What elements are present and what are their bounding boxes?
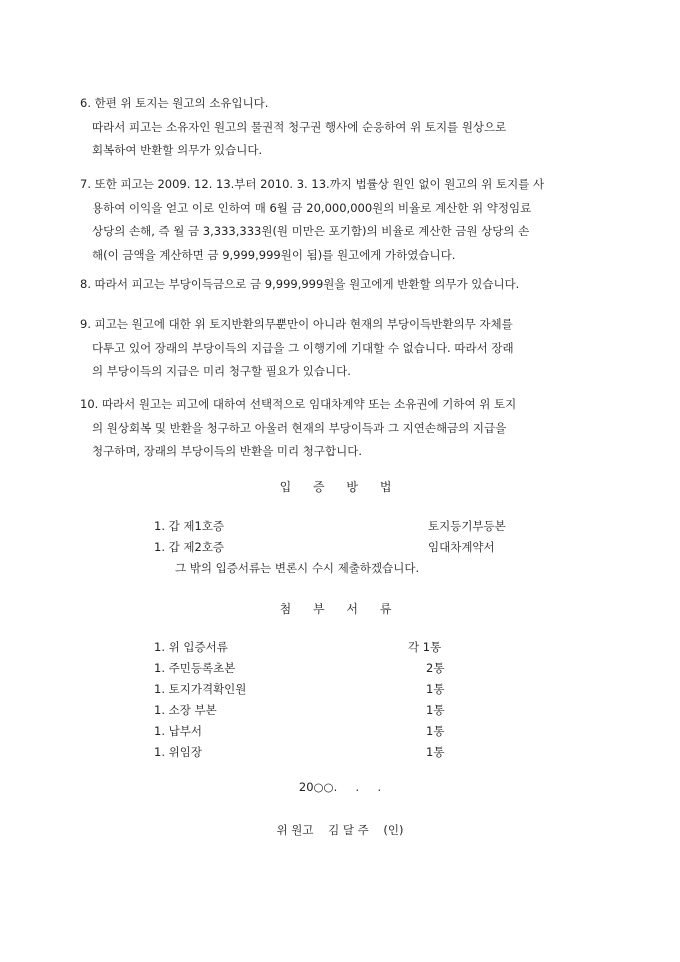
attachment-item [154, 639, 442, 655]
paragraph-line: 회복하여 반환할 의무가 있습니다. [92, 143, 263, 157]
evidence-doc: 임대차계약서 [428, 540, 495, 554]
attachment-item [154, 660, 445, 676]
paragraph-9 [80, 313, 602, 384]
paragraph-line: 의 부당이득의 지급은 미리 청구할 필요가 있습니다. [92, 364, 351, 378]
date-line: 20○○. . . [298, 780, 382, 794]
attachment-count: 2통 [426, 661, 445, 675]
evidence-label: 1. 갑 제1호증 [154, 519, 225, 533]
evidence-item [154, 539, 495, 555]
attachment-count: 1통 [426, 745, 445, 759]
signature-line: 위 원고 김 달 주 (인) [276, 823, 404, 837]
paragraph-line: 해(이 금액을 계산하면 금 9,999,999원이 됨)를 원고에게 가하였습니다. [92, 247, 456, 262]
attachment-label: 1. 위임장 [154, 745, 202, 759]
evidence-heading: 입 증 방 법 [279, 480, 401, 494]
evidence-label: 1. 갑 제2호증 [154, 540, 225, 554]
paragraph-6 [80, 92, 602, 163]
paragraph-line: 용하여 이익을 얻고 이로 인하여 매 6월 금 20,000,000원의 비율로 계산한 위 약정임료 [92, 200, 532, 215]
paragraph-line: 다투고 있어 장래의 부당이득의 지급을 그 이행기에 기대할 수 없습니다. 따라서 장래 [92, 340, 514, 355]
attachment-item [154, 744, 445, 760]
paragraph-line: 상당의 손해, 즉 월 금 3,333,333원(원 미만은 포기함)의 비율로 계산한 금원 상당의 손 [92, 224, 530, 238]
paragraph-line: 9. 피고는 원고에 대한 위 토지반환의무뿐만이 아니라 현재의 부당이득반환의무 자체를 [80, 317, 513, 331]
attachment-count: 1통 [426, 682, 445, 696]
attachment-label: 1. 납부서 [154, 724, 202, 738]
paragraph-line: 청구하며, 장래의 부당이득의 반환을 미리 청구합니다. [92, 444, 362, 458]
paragraph-8 [80, 273, 602, 297]
attachment-count: 1통 [426, 703, 445, 717]
attachment-item [154, 723, 445, 739]
paragraph-line: 10. 따라서 원고는 피고에 대하여 선택적으로 임대차계약 또는 소유권에 기하여 위 토지 [80, 397, 517, 411]
evidence-note: 그 밖의 입증서류는 변론시 수시 제출하겠습니다. [175, 561, 420, 575]
paragraph-line: 8. 따라서 피고는 부당이득금으로 금 9,999,999원을 원고에게 반환할 의무가 있습니다. [80, 277, 520, 291]
paragraph-line: 따라서 피고는 소유자인 원고의 물권적 청구권 행사에 순응하여 위 토지를 원상으로 [92, 119, 507, 134]
attachment-item [154, 681, 445, 697]
paragraph-line: 7. 또한 피고는 2009. 12. 13.부터 2010. 3. 13.까지 법률상 원인 없이 원고의 위 토지를 사 [80, 177, 545, 191]
paragraph-10 [80, 393, 602, 464]
attachment-count: 각 1통 [408, 640, 442, 654]
attachment-label: 1. 토지가격확인원 [154, 682, 247, 696]
attachment-item [154, 702, 445, 718]
evidence-doc: 토지등기부등본 [428, 519, 506, 533]
evidence-item [154, 518, 506, 534]
attachment-label: 1. 위 입증서류 [154, 640, 228, 654]
paragraph-line: 6. 한편 위 토지는 원고의 소유입니다. [80, 96, 269, 110]
attachment-count: 1통 [426, 724, 445, 738]
paragraph-7 [80, 173, 602, 267]
attachment-label: 1. 주민등록초본 [154, 661, 236, 675]
paragraph-line: 의 원상회복 및 반환을 청구하고 아울러 현재의 부당이득과 그 지연손해금의 지급을 [92, 420, 507, 435]
attachments-heading: 첨 부 서 류 [279, 602, 401, 616]
attachment-label: 1. 소장 부본 [154, 703, 217, 717]
